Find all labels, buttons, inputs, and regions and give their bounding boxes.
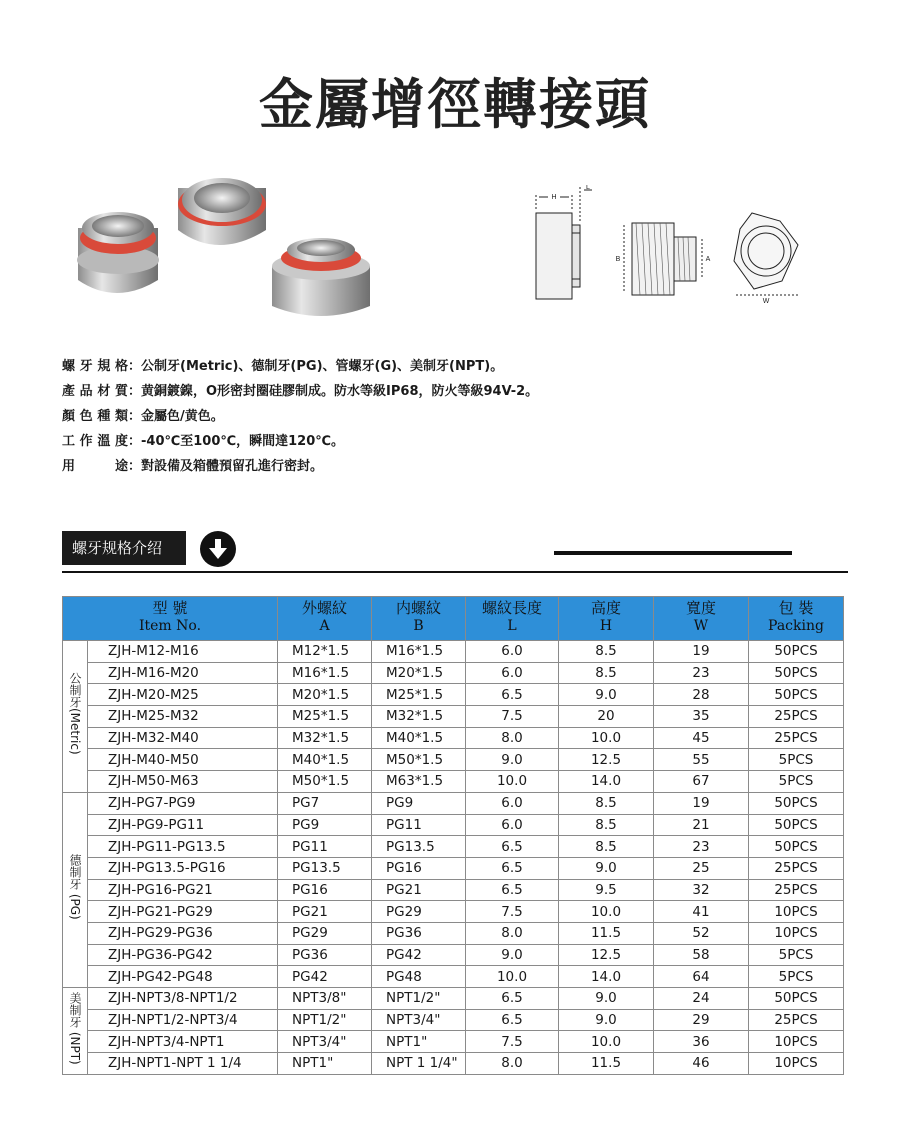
item-no-cell: ZJH-PG21-PG29 xyxy=(88,901,278,923)
inner-thread-cell: M50*1.5 xyxy=(372,749,466,771)
length-cell: 6.5 xyxy=(466,1009,559,1031)
adapter-left xyxy=(77,212,159,293)
outer-thread-cell: M12*1.5 xyxy=(278,641,372,663)
outer-thread-cell: NPT1/2" xyxy=(278,1009,372,1031)
packing-cell: 5PCS xyxy=(749,966,844,988)
width-cell: 64 xyxy=(654,966,749,988)
spec-row-temperature xyxy=(62,429,822,454)
inner-thread-cell: NPT3/4" xyxy=(372,1009,466,1031)
width-cell: 46 xyxy=(654,1053,749,1075)
spec-label: 顏色種類 xyxy=(62,409,128,424)
width-cell: 55 xyxy=(654,749,749,771)
table-row xyxy=(63,1031,844,1053)
outer-thread-cell: NPT3/4" xyxy=(278,1031,372,1053)
packing-cell: 50PCS xyxy=(749,792,844,814)
outer-thread-cell: PG9 xyxy=(278,814,372,836)
header-width: 寬度 W xyxy=(654,597,749,641)
width-cell: 24 xyxy=(654,988,749,1010)
packing-cell: 25PCS xyxy=(749,857,844,879)
table-row xyxy=(63,901,844,923)
spec-row-material xyxy=(62,379,822,404)
height-cell: 12.5 xyxy=(559,749,654,771)
outer-thread-cell: M20*1.5 xyxy=(278,684,372,706)
item-no-cell: ZJH-M25-M32 xyxy=(88,706,278,728)
table-row xyxy=(63,727,844,749)
length-cell: 6.5 xyxy=(466,836,559,858)
height-cell: 9.0 xyxy=(559,988,654,1010)
header-height: 高度 H xyxy=(559,597,654,641)
table-row xyxy=(63,641,844,663)
packing-cell: 50PCS xyxy=(749,641,844,663)
width-cell: 36 xyxy=(654,1031,749,1053)
table-row xyxy=(63,1053,844,1075)
width-cell: 32 xyxy=(654,879,749,901)
width-cell: 58 xyxy=(654,944,749,966)
packing-cell: 50PCS xyxy=(749,662,844,684)
length-cell: 7.5 xyxy=(466,901,559,923)
header-packing: 包 裝 Packing xyxy=(749,597,844,641)
table-row xyxy=(63,966,844,988)
spec-value: ：-40℃至100℃，瞬間達120℃。 xyxy=(128,434,344,449)
outer-thread-cell: PG16 xyxy=(278,879,372,901)
spec-value: ：金屬色/黄色。 xyxy=(128,409,224,424)
width-cell: 28 xyxy=(654,684,749,706)
item-no-cell: ZJH-PG13.5-PG16 xyxy=(88,857,278,879)
packing-cell: 5PCS xyxy=(749,771,844,793)
outer-thread-cell: PG13.5 xyxy=(278,857,372,879)
height-cell: 9.0 xyxy=(559,684,654,706)
spec-label: 工作溫度 xyxy=(62,434,128,449)
spec-label: 螺牙規格 xyxy=(62,359,128,374)
spec-row-color xyxy=(62,404,822,429)
packing-cell: 5PCS xyxy=(749,944,844,966)
drawing-label-w: W xyxy=(762,298,770,305)
height-cell: 8.5 xyxy=(559,641,654,663)
item-no-cell: ZJH-PG36-PG42 xyxy=(88,944,278,966)
inner-thread-cell: M20*1.5 xyxy=(372,662,466,684)
height-cell: 8.5 xyxy=(559,792,654,814)
table-row xyxy=(63,684,844,706)
width-cell: 21 xyxy=(654,814,749,836)
adapter-middle xyxy=(178,178,266,245)
inner-thread-cell: M25*1.5 xyxy=(372,684,466,706)
header-thread-length: 螺紋長度 L xyxy=(466,597,559,641)
item-no-cell: ZJH-NPT3/4-NPT1 xyxy=(88,1031,278,1053)
packing-cell: 50PCS xyxy=(749,684,844,706)
height-cell: 10.0 xyxy=(559,1031,654,1053)
page-title: 金屬增徑轉接頭 xyxy=(259,72,651,136)
length-cell: 6.5 xyxy=(466,857,559,879)
spec-label: 產品材質 xyxy=(62,384,128,399)
width-cell: 19 xyxy=(654,792,749,814)
item-no-cell: ZJH-NPT3/8-NPT1/2 xyxy=(88,988,278,1010)
drawing-label-a: A xyxy=(705,256,711,263)
table-row xyxy=(63,988,844,1010)
table-row xyxy=(63,771,844,793)
width-cell: 19 xyxy=(654,641,749,663)
inner-thread-cell: M63*1.5 xyxy=(372,771,466,793)
width-cell: 35 xyxy=(654,706,749,728)
item-no-cell: ZJH-PG16-PG21 xyxy=(88,879,278,901)
item-no-cell: ZJH-PG7-PG9 xyxy=(88,792,278,814)
outer-thread-cell: PG42 xyxy=(278,966,372,988)
spec-value: ：對設備及箱體預留孔進行密封。 xyxy=(128,459,324,474)
inner-thread-cell: PG29 xyxy=(372,901,466,923)
packing-cell: 50PCS xyxy=(749,814,844,836)
inner-thread-cell: M16*1.5 xyxy=(372,641,466,663)
adapter-right xyxy=(272,238,370,316)
thread-group-label: 德制牙 (PG) xyxy=(63,792,88,987)
item-no-cell: ZJH-M16-M20 xyxy=(88,662,278,684)
table-row xyxy=(63,922,844,944)
length-cell: 9.0 xyxy=(466,944,559,966)
spec-list xyxy=(62,354,822,479)
packing-cell: 50PCS xyxy=(749,836,844,858)
table-row xyxy=(63,706,844,728)
length-cell: 6.5 xyxy=(466,879,559,901)
length-cell: 6.0 xyxy=(466,641,559,663)
outer-thread-cell: NPT3/8" xyxy=(278,988,372,1010)
table-row xyxy=(63,749,844,771)
section-heading: 螺牙规格介绍 xyxy=(62,531,186,565)
outer-thread-cell: PG7 xyxy=(278,792,372,814)
width-cell: 23 xyxy=(654,662,749,684)
packing-cell: 10PCS xyxy=(749,1053,844,1075)
table-row xyxy=(63,814,844,836)
height-cell: 9.0 xyxy=(559,857,654,879)
outer-thread-cell: M16*1.5 xyxy=(278,662,372,684)
item-no-cell: ZJH-PG29-PG36 xyxy=(88,922,278,944)
table-row xyxy=(63,792,844,814)
height-cell: 9.5 xyxy=(559,879,654,901)
length-cell: 8.0 xyxy=(466,922,559,944)
inner-thread-cell: M40*1.5 xyxy=(372,727,466,749)
length-cell: 6.0 xyxy=(466,814,559,836)
packing-cell: 10PCS xyxy=(749,1031,844,1053)
header-item-no: 型 號 Item No. xyxy=(63,597,278,641)
height-cell: 11.5 xyxy=(559,922,654,944)
length-cell: 7.5 xyxy=(466,706,559,728)
outer-thread-cell: M50*1.5 xyxy=(278,771,372,793)
height-cell: 20 xyxy=(559,706,654,728)
outer-thread-cell: PG21 xyxy=(278,901,372,923)
length-cell: 6.0 xyxy=(466,662,559,684)
item-no-cell: ZJH-M40-M50 xyxy=(88,749,278,771)
width-cell: 45 xyxy=(654,727,749,749)
inner-thread-cell: PG9 xyxy=(372,792,466,814)
packing-cell: 50PCS xyxy=(749,988,844,1010)
inner-thread-cell: PG11 xyxy=(372,814,466,836)
outer-thread-cell: NPT1" xyxy=(278,1053,372,1075)
length-cell: 6.5 xyxy=(466,988,559,1010)
width-cell: 41 xyxy=(654,901,749,923)
packing-cell: 5PCS xyxy=(749,749,844,771)
length-cell: 6.0 xyxy=(466,792,559,814)
drawing-label-h: H xyxy=(551,194,557,201)
item-no-cell: ZJH-PG11-PG13.5 xyxy=(88,836,278,858)
inner-thread-cell: PG21 xyxy=(372,879,466,901)
spec-label: 用途 xyxy=(62,459,128,474)
inner-thread-cell: PG36 xyxy=(372,922,466,944)
item-no-cell: ZJH-M50-M63 xyxy=(88,771,278,793)
thread-group-label: 公制牙(Metric) xyxy=(63,641,88,793)
table-row xyxy=(63,836,844,858)
outer-thread-cell: M32*1.5 xyxy=(278,727,372,749)
spec-value: ：公制牙(Metric)、德制牙(PG)、管螺牙(G)、美制牙(NPT)。 xyxy=(128,359,504,374)
table-header-row xyxy=(63,597,844,641)
width-cell: 52 xyxy=(654,922,749,944)
table-row xyxy=(63,879,844,901)
height-cell: 9.0 xyxy=(559,1009,654,1031)
product-photo xyxy=(66,168,376,328)
dimension-drawing xyxy=(530,185,810,310)
item-no-cell: ZJH-M12-M16 xyxy=(88,641,278,663)
width-cell: 25 xyxy=(654,857,749,879)
item-no-cell: ZJH-PG42-PG48 xyxy=(88,966,278,988)
item-no-cell: ZJH-NPT1/2-NPT3/4 xyxy=(88,1009,278,1031)
inner-thread-cell: PG48 xyxy=(372,966,466,988)
item-no-cell: ZJH-M32-M40 xyxy=(88,727,278,749)
length-cell: 9.0 xyxy=(466,749,559,771)
outer-thread-cell: PG36 xyxy=(278,944,372,966)
inner-thread-cell: PG16 xyxy=(372,857,466,879)
inner-thread-cell: NPT1" xyxy=(372,1031,466,1053)
inner-thread-cell: PG13.5 xyxy=(372,836,466,858)
packing-cell: 25PCS xyxy=(749,706,844,728)
packing-cell: 10PCS xyxy=(749,901,844,923)
height-cell: 8.5 xyxy=(559,662,654,684)
drawing-label-b: B xyxy=(615,256,621,263)
table-row xyxy=(63,662,844,684)
item-no-cell: ZJH-M20-M25 xyxy=(88,684,278,706)
length-cell: 10.0 xyxy=(466,966,559,988)
spec-row-usage xyxy=(62,454,822,479)
inner-thread-cell: NPT1/2" xyxy=(372,988,466,1010)
packing-cell: 25PCS xyxy=(749,1009,844,1031)
section-rule xyxy=(62,571,848,573)
packing-cell: 10PCS xyxy=(749,922,844,944)
header-inner-thread: 内螺紋 B xyxy=(372,597,466,641)
packing-cell: 25PCS xyxy=(749,879,844,901)
length-cell: 10.0 xyxy=(466,771,559,793)
outer-thread-cell: PG29 xyxy=(278,922,372,944)
table-row xyxy=(63,857,844,879)
outer-thread-cell: M40*1.5 xyxy=(278,749,372,771)
height-cell: 14.0 xyxy=(559,771,654,793)
height-cell: 8.5 xyxy=(559,814,654,836)
height-cell: 8.5 xyxy=(559,836,654,858)
inner-thread-cell: NPT 1 1/4" xyxy=(372,1053,466,1075)
arrow-down-circle-icon xyxy=(200,531,236,567)
item-no-cell: ZJH-NPT1-NPT 1 1/4 xyxy=(88,1053,278,1075)
height-cell: 11.5 xyxy=(559,1053,654,1075)
spec-row-thread xyxy=(62,354,822,379)
packing-cell: 25PCS xyxy=(749,727,844,749)
drawing-label-l: L xyxy=(586,185,590,191)
spec-table xyxy=(62,596,844,1075)
table-row xyxy=(63,1009,844,1031)
inner-thread-cell: M32*1.5 xyxy=(372,706,466,728)
header-bar xyxy=(554,551,792,555)
width-cell: 67 xyxy=(654,771,749,793)
length-cell: 7.5 xyxy=(466,1031,559,1053)
table-row xyxy=(63,944,844,966)
outer-thread-cell: PG11 xyxy=(278,836,372,858)
length-cell: 8.0 xyxy=(466,727,559,749)
height-cell: 10.0 xyxy=(559,901,654,923)
spec-value: ：黄銅鍍鎳，O形密封圈硅膠制成。防水等級IP68，防火等級94V-2。 xyxy=(128,384,539,399)
header-outer-thread: 外螺紋 A xyxy=(278,597,372,641)
inner-thread-cell: PG42 xyxy=(372,944,466,966)
length-cell: 8.0 xyxy=(466,1053,559,1075)
outer-thread-cell: M25*1.5 xyxy=(278,706,372,728)
height-cell: 10.0 xyxy=(559,727,654,749)
item-no-cell: ZJH-PG9-PG11 xyxy=(88,814,278,836)
width-cell: 29 xyxy=(654,1009,749,1031)
length-cell: 6.5 xyxy=(466,684,559,706)
width-cell: 23 xyxy=(654,836,749,858)
height-cell: 12.5 xyxy=(559,944,654,966)
thread-group-label: 美制牙 (NPT) xyxy=(63,988,88,1075)
height-cell: 14.0 xyxy=(559,966,654,988)
